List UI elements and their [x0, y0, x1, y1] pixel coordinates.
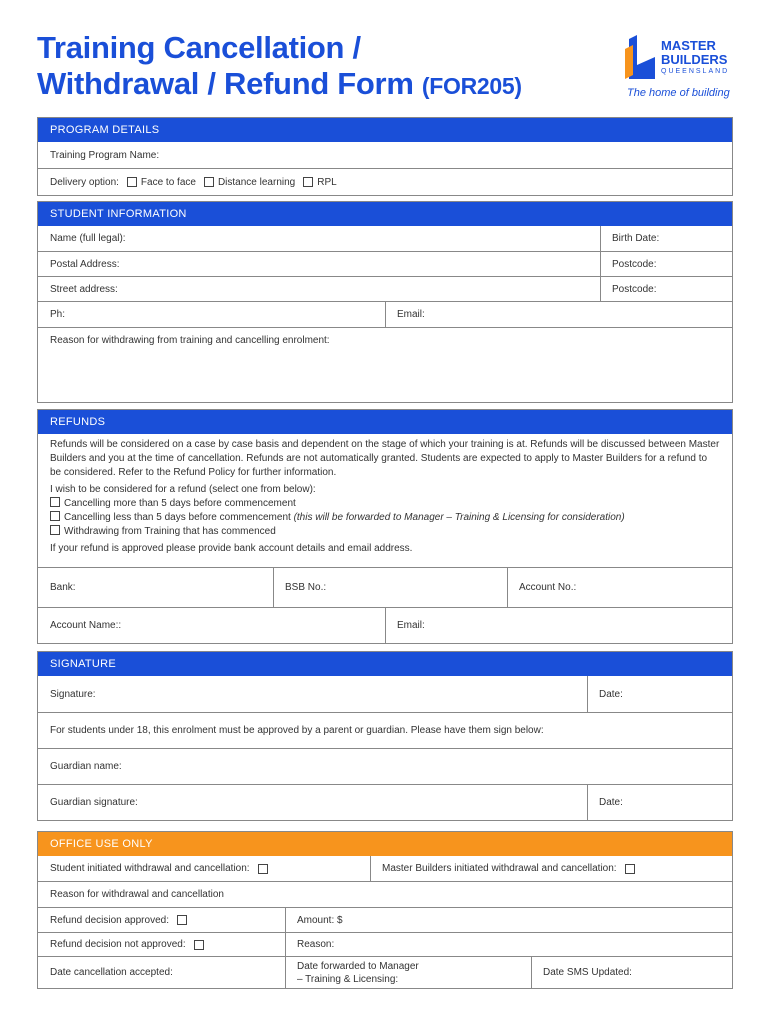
street-address-row[interactable] [38, 276, 732, 301]
not-approved-checkbox[interactable] [194, 940, 204, 950]
birth-date-label: Birth Date: [612, 233, 660, 244]
reason-label: Reason for withdrawing from training and cancelling enrolment: [50, 335, 330, 346]
refund-option-2: Cancelling less than 5 days before commencement (this will be forwarded to Manager – Training & Licensing for consideration) [50, 511, 720, 525]
amount-label[interactable]: Amount: $ [297, 914, 343, 926]
guardian-signature-row[interactable] [38, 784, 732, 820]
refunds-heading: REFUNDS [38, 410, 732, 434]
mb-initiated-label: Master Builders initiated withdrawal and cancellation: [382, 863, 617, 874]
student-name-row[interactable] [38, 226, 732, 251]
street-address-label: Street address: [50, 283, 118, 295]
refund-option-2-checkbox[interactable] [50, 511, 60, 521]
mb-initiated-checkbox[interactable] [625, 864, 635, 874]
account-number-label: Account No.: [519, 582, 577, 593]
dates-row [38, 956, 732, 988]
date-accepted-label[interactable]: Date cancellation accepted: [50, 967, 173, 978]
student-initiated-label: Student initiated withdrawal and cancellation: [50, 863, 250, 874]
master-builders-logo [625, 35, 745, 105]
program-name-label: Training Program Name: [50, 149, 160, 161]
student-information-heading: STUDENT INFORMATION [38, 202, 732, 226]
bank-details-note: If your refund is approved please provide bank account details and email address. [50, 543, 413, 554]
form-code: (FOR205) [421, 73, 522, 99]
face-to-face-label: Face to face [140, 176, 196, 188]
logo-mark-icon [625, 35, 659, 79]
postal-address-row[interactable] [38, 251, 732, 276]
bsb-label: BSB No.: [285, 582, 327, 593]
signature-row[interactable] [38, 676, 732, 712]
refund-option-3-checkbox[interactable] [50, 525, 60, 535]
signature-date-label: Date: [599, 688, 623, 700]
bank-label: Bank: [50, 582, 76, 593]
date-forwarded-line1: Date forwarded to Manager [297, 960, 419, 972]
title-line-2 [37, 66, 522, 104]
account-name-row[interactable] [38, 607, 732, 643]
street-postcode-label: Postcode: [612, 283, 657, 295]
not-approved-row [38, 932, 732, 956]
date-forwarded-cell[interactable] [285, 957, 419, 988]
office-reason-row[interactable] [38, 881, 732, 907]
guardian-date-label: Date: [599, 797, 623, 808]
guardian-signature-label: Guardian signature: [50, 797, 138, 808]
form-title [37, 30, 522, 104]
account-name-label: Account Name:: [50, 620, 122, 631]
logo-tagline: The home of building [627, 87, 730, 99]
office-use-section [37, 831, 733, 989]
program-details-section [37, 117, 733, 196]
rpl-label: RPL [317, 176, 337, 188]
refund-policy-paragraph: Refunds will be considered on a case by case basis and dependent on the stage of which your training is at. Refunds will be discussed between Master Builders and you at the time of cancellation. Refunds are not automatically granted. Students are expected to apply to Master Builders for a refund to be considered. Refer to the Refund Policy for further information. [50, 439, 720, 478]
logo-text-master: MASTER [661, 38, 716, 53]
distance-learning-checkbox[interactable] [204, 177, 214, 187]
email-label: Email: [397, 309, 425, 320]
bank-row[interactable] [38, 567, 732, 607]
refund-email-label: Email: [397, 620, 425, 631]
title-main: Withdrawal / Refund Form [37, 66, 414, 101]
signature-heading: SIGNATURE [38, 652, 732, 676]
reason-row[interactable] [38, 327, 732, 402]
date-forwarded-line2: – Training & Licensing: [297, 973, 399, 985]
approved-row [38, 907, 732, 932]
not-approved-label: Refund decision not approved: [50, 939, 186, 950]
postal-address-label: Postal Address: [50, 258, 120, 270]
under-18-row [38, 712, 732, 748]
delivery-label: Delivery option: [50, 176, 119, 188]
refund-option-3: Withdrawing from Training that has commenced [50, 525, 720, 539]
logo-text-builders: BUILDERS [661, 52, 728, 67]
delivery-option-row [38, 168, 732, 195]
office-reason-label: Reason for withdrawal and cancellation [50, 889, 224, 900]
logo-text-queensland: QUEENSLAND [661, 68, 730, 75]
signature-label: Signature: [50, 688, 96, 700]
refunds-section [37, 409, 733, 644]
office-reason2-label[interactable]: Reason: [297, 939, 335, 950]
distance-learning-label: Distance learning [217, 176, 296, 188]
rpl-checkbox[interactable] [303, 177, 313, 187]
signature-section [37, 651, 733, 821]
title-line-1: Training Cancellation / [37, 30, 361, 65]
program-details-heading: PROGRAM DETAILS [38, 118, 732, 142]
phone-label: Ph: [50, 309, 66, 320]
initiated-row [38, 856, 732, 881]
student-initiated-checkbox[interactable] [258, 864, 268, 874]
full-name-label: Name (full legal): [50, 233, 126, 244]
approved-label: Refund decision approved: [50, 914, 169, 926]
guardian-name-row[interactable] [38, 748, 732, 784]
refund-wish-text: I wish to be considered for a refund (select one from below): [50, 484, 316, 495]
guardian-name-label: Guardian name: [50, 761, 122, 772]
approved-checkbox[interactable] [177, 915, 187, 925]
sms-updated-label[interactable]: Date SMS Updated: [543, 967, 632, 978]
face-to-face-checkbox[interactable] [127, 177, 137, 187]
refund-option-1: Cancelling more than 5 days before commencement [50, 497, 720, 511]
contact-row[interactable] [38, 301, 732, 327]
refund-option-1-checkbox[interactable] [50, 497, 60, 507]
refund-info [38, 434, 732, 567]
program-name-row[interactable] [38, 142, 732, 168]
under-18-note: For students under 18, this enrolment must be approved by a parent or guardian. Please have them sign below: [50, 725, 544, 736]
office-use-heading: OFFICE USE ONLY [38, 832, 732, 856]
postal-postcode-label: Postcode: [612, 258, 657, 270]
student-information-section [37, 201, 733, 403]
